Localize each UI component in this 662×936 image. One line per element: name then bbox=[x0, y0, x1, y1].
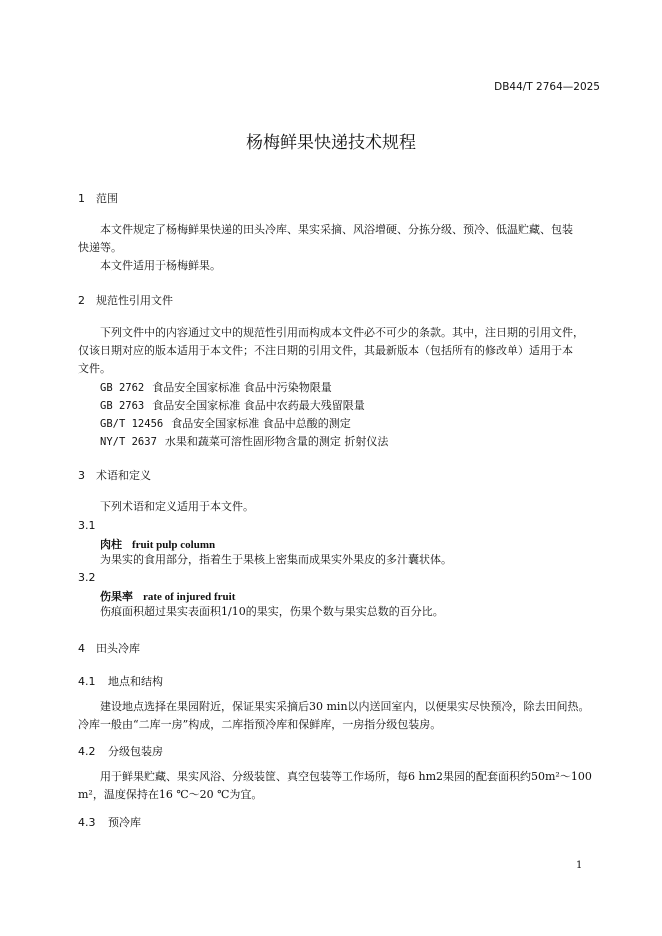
section-title: 术语和定义 bbox=[96, 469, 151, 482]
section-title: 田头冷库 bbox=[96, 642, 140, 655]
reference-code: GB 2763 bbox=[100, 400, 145, 412]
term-definition: 为果实的食用部分，指着生于果核上密集而成果实外果皮的多汁囊状体。 bbox=[100, 553, 452, 566]
paragraph-line: 快递等。 bbox=[78, 241, 122, 254]
reference-code: GB 2762 bbox=[100, 382, 145, 394]
subsection-title: 分级包装房 bbox=[108, 745, 163, 758]
document-title: 杨梅鲜果快递技术规程 bbox=[246, 133, 416, 153]
paragraph-line: 本文件适用于杨梅鲜果。 bbox=[100, 259, 221, 272]
reference-item bbox=[100, 433, 388, 449]
paragraph-line: 冷库一般由“二库一房”构成，二库指预冷库和保鲜库，一房指分级包装房。 bbox=[78, 718, 442, 731]
subsection-number: 4.1 bbox=[78, 675, 96, 688]
term-chinese: 伤果率 bbox=[100, 590, 133, 603]
section-heading-4 bbox=[78, 640, 140, 656]
reference-item bbox=[100, 397, 365, 413]
reference-code: NY/T 2637 bbox=[100, 436, 157, 448]
reference-item bbox=[100, 379, 332, 395]
standard-number: DB44/T 2764—2025 bbox=[494, 81, 600, 93]
paragraph-line: 仅该日期对应的版本适用于本文件；不注日期的引用文件，其最新版本（包括所有的修改单）适用于本 bbox=[78, 344, 573, 357]
paragraph-line: m²，温度保持在16 ℃～20 ℃为宜。 bbox=[78, 788, 263, 801]
subsection-heading-4-1 bbox=[78, 673, 163, 689]
paragraph-line: 建设地点选择在果园附近，保证果实采摘后30 min以内送回室内，以便果实尽快预冷，除去田间热。 bbox=[100, 700, 590, 713]
reference-name: 食品安全国家标准 食品中农药最大残留限量 bbox=[152, 399, 365, 412]
reference-name: 食品安全国家标准 食品中污染物限量 bbox=[152, 381, 332, 394]
reference-name: 水果和蔬菜可溶性固形物含量的测定 折射仪法 bbox=[164, 435, 389, 448]
term-definition: 伤痕面积超过果实表面积1/10的果实，伤果个数与果实总数的百分比。 bbox=[100, 605, 444, 618]
paragraph-line: 用于鲜果贮藏、果实风浴、分级装筐、真空包装等工作场所，每6 hm2果园的配套面积约50m²～100 bbox=[100, 770, 592, 783]
section-number: 1 bbox=[78, 192, 85, 205]
subsection-heading-4-2 bbox=[78, 743, 163, 759]
term-chinese: 肉柱 bbox=[100, 538, 122, 551]
subsection-title: 预冷库 bbox=[108, 816, 141, 829]
subsection-title: 地点和结构 bbox=[108, 675, 163, 688]
term-english: rate of injured fruit bbox=[143, 591, 236, 603]
subsection-number: 4.2 bbox=[78, 745, 96, 758]
section-heading-2 bbox=[78, 292, 173, 308]
section-heading-1 bbox=[78, 190, 118, 206]
subsection-number: 4.3 bbox=[78, 816, 96, 829]
page-number: 1 bbox=[576, 860, 583, 871]
reference-code: GB/T 12456 bbox=[100, 418, 164, 430]
section-heading-3 bbox=[78, 467, 151, 483]
term-number: 3.1 bbox=[78, 519, 96, 532]
reference-name: 食品安全国家标准 食品中总酸的测定 bbox=[171, 417, 351, 430]
paragraph-line: 下列术语和定义适用于本文件。 bbox=[100, 500, 254, 513]
paragraph-line: 本文件规定了杨梅鲜果快递的田头冷库、果实采摘、风浴增硬、分拣分级、预冷、低温贮藏、包装 bbox=[100, 223, 573, 236]
paragraph-line: 下列文件中的内容通过文中的规范性引用而构成本文件必不可少的条款。其中，注日期的引用文件， bbox=[100, 326, 584, 339]
term-number: 3.2 bbox=[78, 571, 96, 584]
reference-item bbox=[100, 415, 351, 431]
section-number: 2 bbox=[78, 294, 85, 307]
section-title: 范围 bbox=[96, 192, 118, 205]
section-number: 3 bbox=[78, 469, 85, 482]
section-number: 4 bbox=[78, 642, 85, 655]
subsection-heading-4-3 bbox=[78, 814, 141, 830]
section-title: 规范性引用文件 bbox=[96, 294, 173, 307]
term-english: fruit pulp column bbox=[132, 539, 216, 551]
paragraph-line: 文件。 bbox=[78, 362, 111, 375]
